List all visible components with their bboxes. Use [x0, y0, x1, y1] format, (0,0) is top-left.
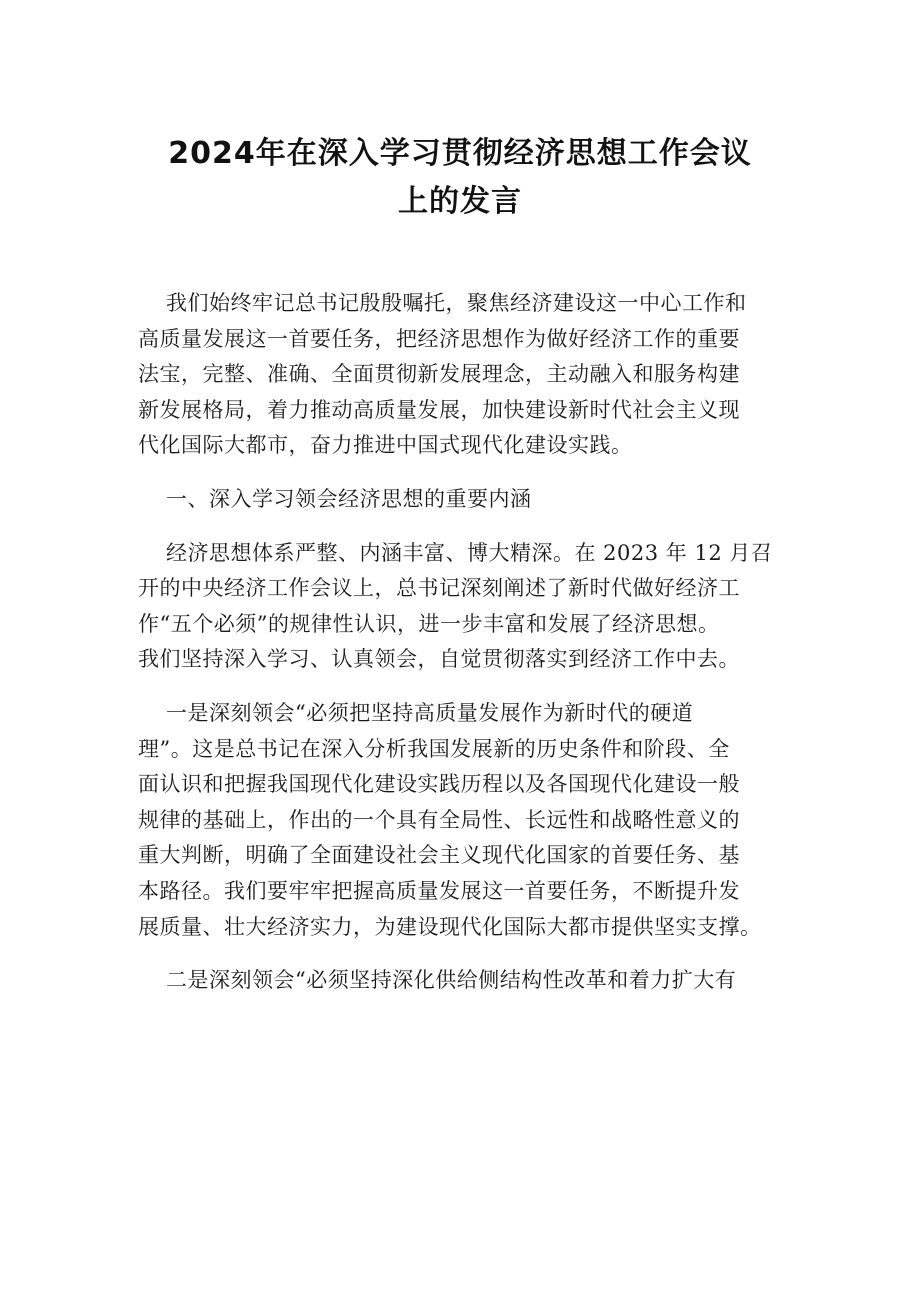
text-line: 经济思想体系严整、内涵丰富、博大精深。在 2023 年 12 月召	[166, 540, 773, 565]
paragraph-section-1	[138, 536, 790, 678]
text-line: 本路径。我们要牢牢把握高质量发展这一首要任务，不断提升发	[138, 878, 740, 903]
document-body	[138, 286, 790, 1017]
text-line: 一是深刻领会“必须把坚持高质量发展作为新时代的硬道	[166, 700, 694, 725]
text-line: 一、深入学习领会经济思想的重要内涵	[166, 486, 532, 511]
text-line: 开的中央经济工作会议上，总书记深刻阐述了新时代做好经济工	[138, 576, 740, 601]
document-title	[130, 130, 790, 226]
text-line: 代化国际大都市，奋力推进中国式现代化建设实践。	[138, 433, 633, 458]
title-line-1: 2024年在深入学习贯彻经济思想工作会议	[168, 136, 752, 171]
paragraph-point-1	[138, 696, 790, 945]
section-heading-1	[138, 482, 790, 518]
title-line-2: 上的发言	[398, 184, 522, 219]
text-line: 理”。这是总书记在深入分析我国发展新的历史条件和阶段、全	[138, 736, 730, 761]
text-line: 展质量、壮大经济实力，为建设现代化国际大都市提供坚实支撑。	[138, 914, 762, 939]
text-line: 规律的基础上，作出的一个具有全局性、长远性和战略性意义的	[138, 807, 740, 832]
paragraph-point-2	[138, 963, 790, 999]
paragraph-intro	[138, 286, 790, 464]
text-line: 新发展格局，着力推动高质量发展，加快建设新时代社会主义现	[138, 397, 740, 422]
text-line: 作“五个必须”的规律性认识，进一步丰富和发展了经济思想。	[138, 611, 720, 636]
text-line: 我们始终牢记总书记殷殷嘱托，聚焦经济建设这一中心工作和	[166, 291, 747, 315]
text-line: 二是深刻领会“必须坚持深化供给侧结构性改革和着力扩大有	[166, 968, 737, 993]
text-line: 面认识和把握我国现代化建设实践历程以及各国现代化建设一般	[138, 772, 740, 797]
text-line: 法宝，完整、准确、全面贯彻新发展理念，主动融入和服务构建	[138, 362, 740, 387]
text-line: 重大判断，明确了全面建设社会主义现代化国家的首要任务、基	[138, 843, 740, 868]
text-line: 高质量发展这一首要任务，把经济思想作为做好经济工作的重要	[138, 326, 740, 351]
text-line: 我们坚持深入学习、认真领会，自觉贯彻落实到经济工作中去。	[138, 647, 740, 672]
